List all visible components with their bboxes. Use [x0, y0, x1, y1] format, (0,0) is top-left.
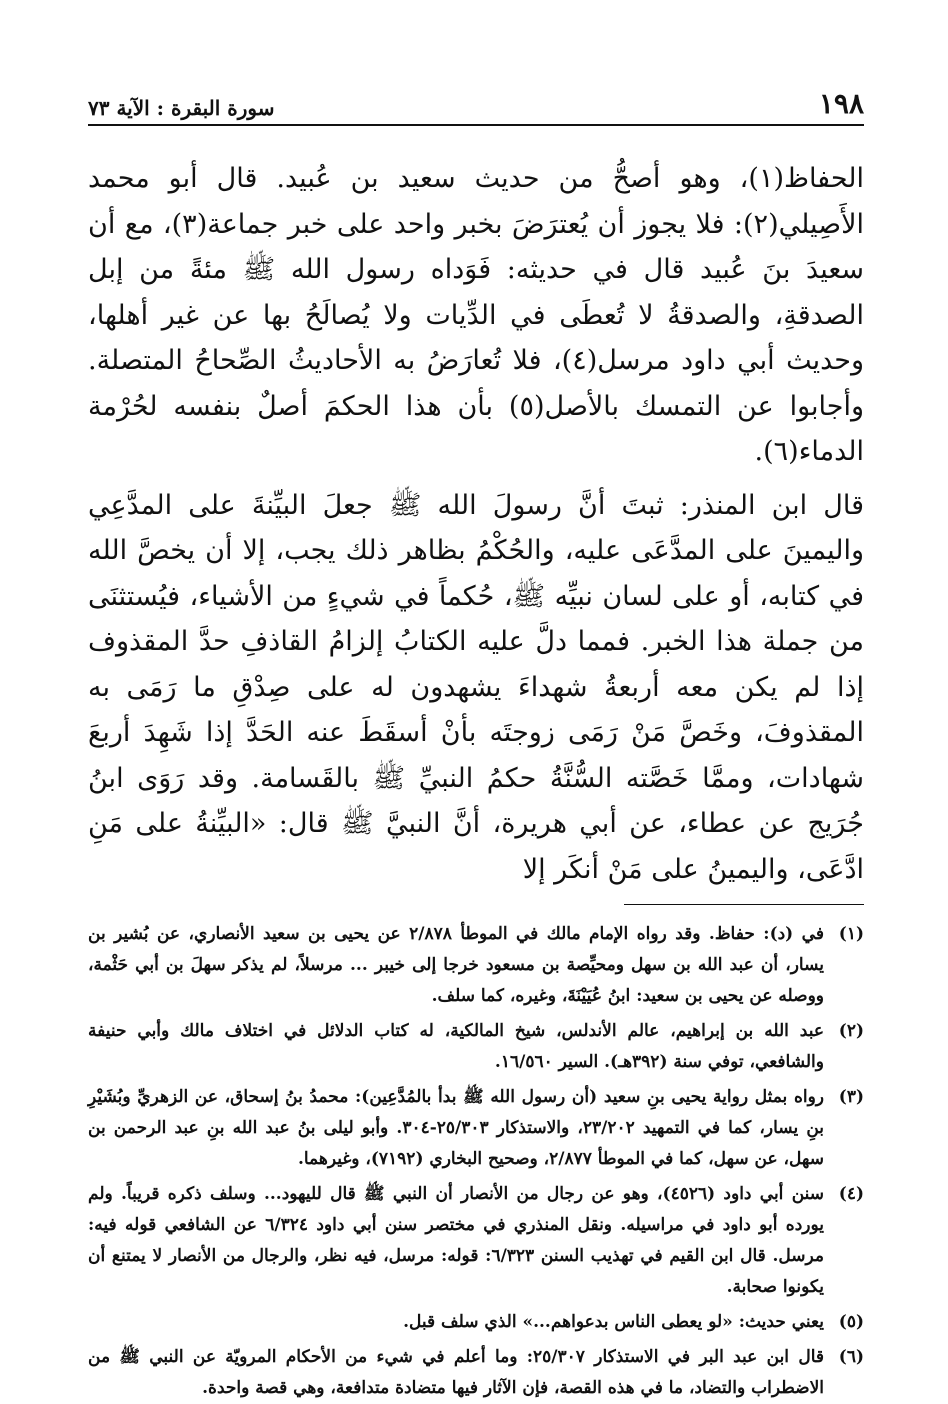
paragraph: قال ابن المنذر: ثبتَ أنَّ رسولَ الله ﷺ جعلَ البيِّنةَ على المدَّعِي واليمينَ على المدَّعَى عليه، والحُكْمُ بظاهر ذلك يجب، إلا أن يخصَّ الله في كتابه، أو على لسان نبيِّه ﷺ، حُكماً في شيءٍ من الأشياء، فيُستثنَى من جملة هذا الخبر. فمما دلَّ عليه الكتابُ إلزامُ القاذفِ حدَّ المقذوف إذا لم يكن معه أربعةُ شهداءَ يشهدون له على صِدْقِ ما رَمَى به المقذوفَ، وخَصَّ مَنْ رَمَى زوجتَه بأنْ أسقَطَ عنه الحَدَّ إذا شَهِدَ أربعَ شهادات، وممَّا خَصَّته السُّنَّةُ حكمُ النبيِّ ﷺ بالقَسامة. وقد رَوَى ابنُ جُرَيج عن عطاء، عن أبي هريرة، أنَّ النبيَّ ﷺ قال: «البيِّنةُ على مَنِ ادَّعَى، واليمينُ على مَنْ أنكَر إلا: [88, 489, 864, 885]
footnote-text: قال ابن عبد البر في الاستذكار ٢٥/٣٠٧: وما أعلم في شيء من الأحكام المرويّة عن النبي ﷺ من الاضطراب والتضاد، ما في هذه القصة، فإن الآثار فيها متضادة متدافعة، وهي قصة واحدة.: [88, 1347, 824, 1398]
running-title: سورة البقرة : الآية ٧٣: [88, 96, 275, 120]
footnote-number: (١): [838, 924, 864, 944]
footnote-text: سنن أبي داود (٤٥٢٦)، وهو عن رجال من الأنصار أن النبي ﷺ قال لليهود... وسلف ذكره قريباً. ولم يورده أبو داود في مراسيله. ونقل المنذري في مختصر سنن أبي داود ٦/٣٢٤ عن الشافعي قوله فيه: مرسل. قال ابن القيم في تهذيب السنن ٦/٣٢٣: قوله: مرسل، فيه نظر، والرجال من الأنصار لا يمتنع أن يكونوا صحابة.: [88, 1184, 825, 1297]
footnote-number: (٣): [838, 1087, 864, 1107]
footnote: [88, 1342, 864, 1404]
footnote: [88, 1179, 864, 1303]
footnote-text: رواه بمثل رواية يحيى بنِ سعيد (أن رسول الله ﷺ بدأ بالمُدَّعِين): محمدُ بنُ إسحاق، عن الزهريِّ وبُشَيْرِ بنِ يسار، كما في التمهيد ٢٣/٢٠٢، والاستذكار ٢٥/٣٠٣-٣٠٤. وأبو ليلى بنُ عبد الله بنِ عبد الرحمن بن سهل، عن سهل، كما في الموطأ ٢/٨٧٧، وصحيح البخاري (٧١٩٢)، وغيرهما.: [88, 1087, 824, 1169]
footnote-number: (٤): [838, 1184, 864, 1204]
paragraph: الحفاظ(١)، وهو أصحُّ من حديث سعيد بن عُبيد. قال أبو محمد الأَصِيلي(٢): فلا يجوز أن يُعترَضَ بخبر واحد على خبر جماعة(٣)، مع أن سعيدَ بنَ عُبيد قال في حديثه: فَوَداه رسول الله ﷺ مئةً من إبل الصدقةِ، والصدقةُ لا تُعطَى في الدِّيات ولا يُصالَحُ بها عن غير أهلها، وحديث أبي داود مرسل(٤)، فلا تُعارَضُ به الأحاديثُ الصِّحاحُ المتصلة. وأجابوا عن التمسك بالأصل(٥) بأن هذا الحكمَ أصلٌ بنفسه لحُرْمة الدماء(٦).: [88, 163, 865, 467]
footnotes: [88, 919, 864, 1404]
main-text: [88, 156, 864, 892]
footnote: [88, 1016, 864, 1078]
footnote-number: (٢): [838, 1021, 864, 1041]
footnote: [88, 919, 864, 1012]
page-number: ١٩٨: [818, 87, 864, 120]
footnote: [88, 1307, 864, 1338]
page-header: [88, 84, 864, 126]
footnote-number: (٦): [838, 1347, 864, 1367]
footnote-text: في (د): حفاظ. وقد رواه الإمام مالك في الموطأ ٢/٨٧٨ عن يحيى بن سعيد الأنصاري، عن بُشير بن يسار، أن عبد الله بن سهل ومحيِّصة بن مسعود خرجا إلى خيبر ... مرسلاً، لم يذكر سهلَ بن أبي حَثْمة، ووصله عن يحيى بن سعيد: ابنُ عُيَيْنَةَ، وغيره، كما سلف.: [88, 924, 824, 1006]
footnote-text: يعني حديث: «لو يعطى الناس بدعواهم...» الذي سلف قبل.: [403, 1312, 824, 1332]
footnote-separator: [624, 904, 864, 905]
footnote: [88, 1082, 864, 1175]
footnote-number: (٥): [838, 1312, 864, 1332]
footnote-text: عبد الله بن إبراهيم، عالم الأندلس، شيخ المالكية، له كتاب الدلائل في اختلاف مالك وأبي حنيفة والشافعي، توفي سنة (٣٩٢هـ). السير ١٦/٥٦٠.: [88, 1021, 824, 1072]
